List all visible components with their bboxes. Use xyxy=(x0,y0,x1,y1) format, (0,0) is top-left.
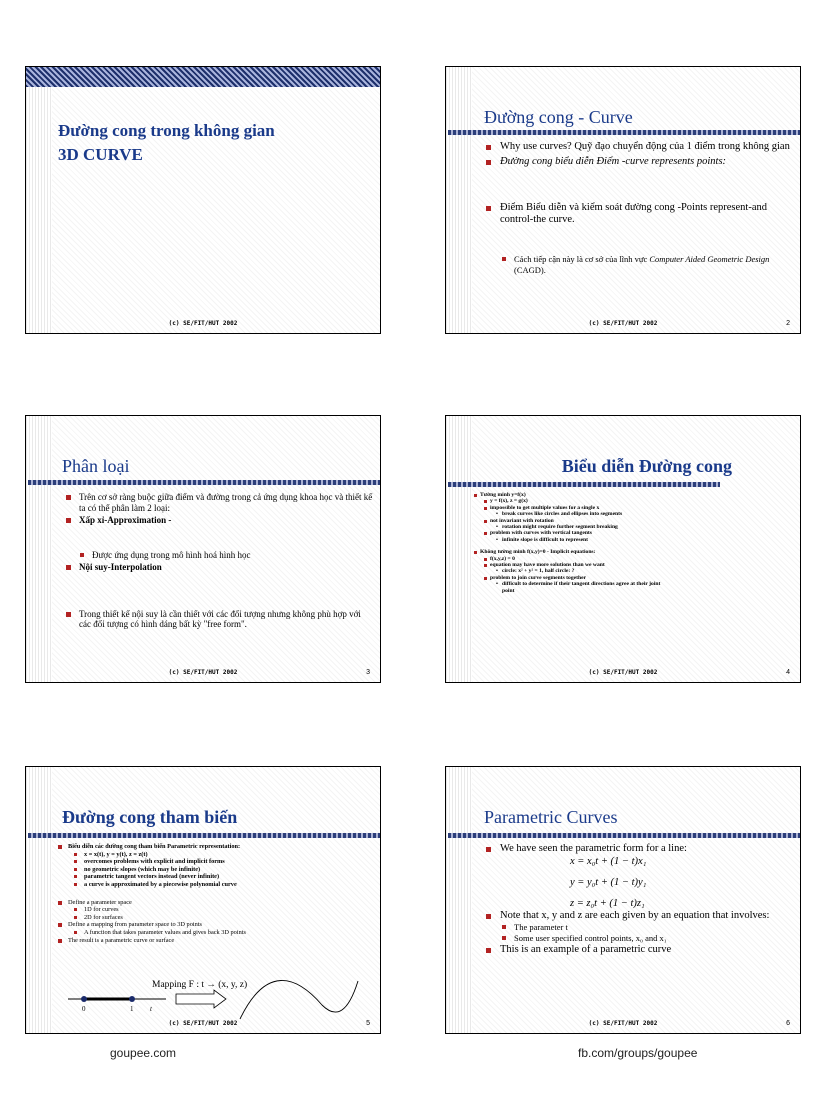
slide-6 xyxy=(445,766,801,1034)
equation: z = z₀t + (1 − t)z₁ xyxy=(570,898,645,909)
list-item: no geometric slopes (which may be infinite) xyxy=(58,866,368,874)
credit-right: fb.com/groups/goupee xyxy=(578,1046,698,1060)
slide-title: Đường cong - Curve xyxy=(484,107,633,127)
page-number: 2 xyxy=(786,320,790,327)
slide-footer: (c) SE/FIT/HUT 2002 xyxy=(168,669,238,676)
slide-footer: (c) SE/FIT/HUT 2002 xyxy=(588,320,658,327)
slide-1 xyxy=(25,66,381,334)
list-item: Define a mapping from parameter space to 3D points xyxy=(58,921,368,929)
slide-footer: (c) SE/FIT/HUT 2002 xyxy=(168,1020,238,1027)
interval-end-point xyxy=(129,996,135,1002)
bullet-icon xyxy=(486,206,491,211)
slide-footer: (c) SE/FIT/HUT 2002 xyxy=(588,1020,658,1027)
interval-start-point xyxy=(81,996,87,1002)
dot-icon: • xyxy=(496,511,498,518)
slide-title: Đường cong tham biến xyxy=(62,807,238,827)
bullet-icon xyxy=(66,565,71,570)
bullet-icon xyxy=(74,931,77,934)
bullet-icon xyxy=(484,577,487,580)
page-number: 5 xyxy=(366,1020,370,1027)
bullet-icon xyxy=(486,914,491,919)
list-item: • infinite slope is difficult to represent xyxy=(496,536,589,543)
bullet-icon xyxy=(74,916,77,919)
left-stripe xyxy=(446,416,472,682)
mapping-figure xyxy=(66,975,376,1025)
list-item: equation may have more solutions than we want xyxy=(472,562,662,568)
equation: y = y₀t + (1 − t)y₁ xyxy=(570,877,647,888)
title-divider xyxy=(28,480,380,485)
list-item: Được ứng dụng trong mô hình hoá hình học xyxy=(66,550,374,561)
mapping-arrow xyxy=(176,990,226,1008)
bullet-icon xyxy=(58,939,62,943)
page-number: 6 xyxy=(786,1020,790,1027)
bullet-icon xyxy=(74,883,77,886)
bullet-icon xyxy=(484,558,487,561)
bullet-icon xyxy=(74,853,77,856)
slide-footer: (c) SE/FIT/HUT 2002 xyxy=(588,669,658,676)
slide-title: Parametric Curves xyxy=(484,807,618,827)
dot-icon: • xyxy=(496,568,498,575)
list-item: Note that x, y and z are each given by an equation that involves: xyxy=(486,910,796,922)
bullet-icon xyxy=(486,145,491,150)
bullet-icon xyxy=(474,494,477,497)
equation: x = x₀t + (1 − t)x₁ xyxy=(570,856,647,867)
bullet-icon xyxy=(58,923,62,927)
list-item: Xấp xỉ-Approximation - xyxy=(66,515,374,526)
page-number: 4 xyxy=(786,669,790,676)
list-item: Biểu diễn các đường cong tham biến Parametric representation: xyxy=(58,843,368,851)
left-stripe xyxy=(26,67,52,333)
list-item: 1D for curves xyxy=(58,906,368,914)
list-item: problem with curves with vertical tangents xyxy=(472,530,662,536)
bullet-icon xyxy=(484,507,487,510)
bullet-icon xyxy=(66,495,71,500)
slide-5 xyxy=(25,766,381,1034)
bullet-icon xyxy=(486,847,491,852)
bullet-icon xyxy=(486,948,491,953)
list-item: A function that takes parameter values and gives back 3D points xyxy=(58,929,368,937)
bullet-list xyxy=(66,492,374,630)
slide-title: Biểu diễn Đường cong xyxy=(561,456,732,476)
list-item: Đường cong biểu diễn Điểm -curve represents points: xyxy=(486,156,791,168)
list-item: parametric tangent vectors instead (never infinite) xyxy=(58,873,368,881)
list-item: We have seen the parametric form for a line: xyxy=(486,843,796,855)
bullet-icon xyxy=(66,518,71,523)
dot-icon: • xyxy=(496,581,498,588)
title-line-1: Đường cong trong không gian xyxy=(58,121,275,140)
bullet-icon xyxy=(74,875,77,878)
bullet-icon xyxy=(66,612,71,617)
mapping-label: Mapping F : t → (x, y, z) xyxy=(152,980,248,990)
bullet-icon xyxy=(484,500,487,503)
list-item: Trên cơ sở ràng buộc giữa điểm và đường trong cả ứng dụng khoa học và thiết kế ta có thể phân làm 2 loại: xyxy=(66,492,374,513)
title-line-2: 3D CURVE xyxy=(58,145,143,164)
list-item: problem to join curve segments together xyxy=(472,575,662,581)
list-item: • break curves like circles and ellipses into segments xyxy=(496,511,623,518)
bullet-icon xyxy=(484,532,487,535)
bullet-icon xyxy=(474,551,477,554)
list-item: Tường minh y=f(x) xyxy=(472,492,662,498)
list-item: Define a parameter space xyxy=(58,899,368,907)
slide-background xyxy=(52,67,380,333)
list-item: This is an example of a parametric curve xyxy=(486,944,796,956)
left-stripe xyxy=(26,416,52,682)
list-item: • circle: x² + y² = 1, half circle: ? xyxy=(496,568,575,575)
title-divider xyxy=(448,482,720,487)
list-item: x = x(t), y = y(t), z = z(t) xyxy=(58,851,368,859)
list-item: Không tường minh f(x,y)=0 - Implicit equations: xyxy=(472,549,662,555)
bullet-list xyxy=(486,843,796,956)
title-divider xyxy=(448,833,800,838)
slide-4 xyxy=(445,415,801,683)
list-item: overcomes problems with explicit and implicit forms xyxy=(58,858,368,866)
bullet-icon xyxy=(74,908,77,911)
bullet-icon xyxy=(502,936,506,940)
list-item: impossible to get multiple values for a single x xyxy=(472,505,662,511)
slide-title: Phân loại xyxy=(62,456,130,476)
slide-title xyxy=(58,119,275,167)
list-item: a curve is approximated by a piecewise polynomial curve xyxy=(58,881,368,889)
dot-icon: • xyxy=(496,524,498,531)
left-stripe xyxy=(26,767,52,1033)
bullet-icon xyxy=(502,257,506,261)
bullet-icon xyxy=(74,860,77,863)
slide-2 xyxy=(445,66,801,334)
list-item: y = f(x), z = g(x) xyxy=(472,498,662,504)
left-stripe xyxy=(446,67,472,333)
bullet-icon xyxy=(486,160,491,165)
dot-icon: • xyxy=(496,536,498,543)
list-item: • difficult to determine if their tangent directions agree at their joint point xyxy=(496,581,661,594)
parametric-curve xyxy=(240,980,358,1019)
bullet-icon xyxy=(80,553,84,557)
list-item: Some user specified control points, x₀ and x₁ xyxy=(486,933,796,944)
list-item: Điểm Biểu diễn và kiểm soát đường cong -Points represent-and control-the curve. xyxy=(486,202,791,226)
list-item: The result is a parametric curve or surface xyxy=(58,937,368,945)
list-item: Trong thiết kế nội suy là cần thiết với các đối tượng nhưng không phù hợp với các đối tượng có hình dáng bất kỳ "free form". xyxy=(66,609,374,630)
tick-label-t: t xyxy=(150,1005,152,1013)
bullet-icon xyxy=(74,868,77,871)
bullet-icon xyxy=(58,845,62,849)
bullet-list xyxy=(58,843,368,944)
list-item: not invariant with rotation xyxy=(472,518,662,524)
list-item: f(x,y,z) = 0 xyxy=(472,556,662,562)
list-item: Cách tiếp cận này là cơ sở của lĩnh vực Computer Aided Geometric Design (CAGD). xyxy=(486,254,791,276)
list-item: 2D for surfaces xyxy=(58,914,368,922)
bullet-list xyxy=(472,492,662,594)
top-banner xyxy=(26,67,380,87)
list-item: Nội suy-Interpolation xyxy=(66,562,374,573)
bullet-icon xyxy=(484,520,487,523)
slide-3 xyxy=(25,415,381,683)
bullet-list xyxy=(486,141,791,276)
left-stripe xyxy=(446,767,472,1033)
list-item: Why use curves? Quỹ đạo chuyển động của 1 điểm trong không gian xyxy=(486,141,791,153)
credit-left: goupee.com xyxy=(110,1046,177,1060)
title-divider xyxy=(28,833,380,838)
bullet-icon xyxy=(502,925,506,929)
title-divider xyxy=(448,130,800,135)
list-item: The parameter t xyxy=(486,922,796,933)
slide-footer: (c) SE/FIT/HUT 2002 xyxy=(168,320,238,327)
tick-label-0: 0 xyxy=(82,1005,86,1013)
list-item: • rotation might require further segment breaking xyxy=(496,524,618,531)
page-number: 3 xyxy=(366,669,370,676)
bullet-icon xyxy=(58,901,62,905)
bullet-icon xyxy=(484,564,487,567)
tick-label-1: 1 xyxy=(130,1005,134,1013)
